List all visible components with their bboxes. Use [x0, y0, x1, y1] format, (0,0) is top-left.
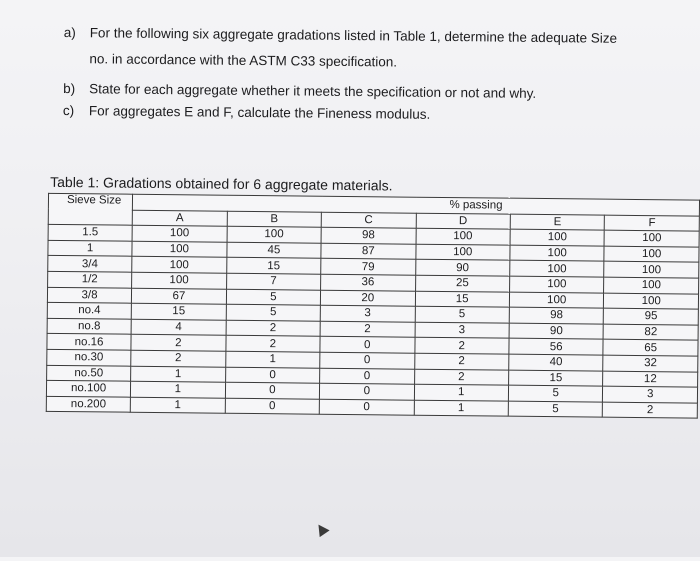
passing-cell-b: 100 — [227, 226, 322, 243]
sieve-size-cell: no.30 — [47, 349, 131, 365]
passing-cell-d: 25 — [415, 275, 510, 292]
sieve-size-cell: no.200 — [46, 396, 130, 412]
question-a-text-continued: no. in accordance with the ASTM C33 specification. — [89, 51, 398, 70]
passing-cell-b: 0 — [225, 367, 320, 384]
passing-cell-f: 100 — [605, 230, 700, 247]
percent-passing-header: % passing — [133, 194, 700, 216]
passing-cell-d: 15 — [415, 291, 510, 308]
passing-cell-c: 3 — [320, 305, 415, 322]
passing-cell-a: 100 — [132, 272, 227, 289]
passing-cell-e: 100 — [509, 292, 604, 309]
passing-cell-f: 2 — [603, 402, 698, 419]
passing-cell-a: 2 — [131, 335, 226, 352]
passing-cell-e: 100 — [510, 261, 605, 278]
passing-cell-d: 5 — [415, 306, 510, 323]
passing-cell-b: 2 — [226, 320, 321, 337]
column-header-a: A — [132, 210, 227, 227]
passing-cell-a: 1 — [130, 397, 225, 414]
passing-cell-d: 90 — [415, 260, 510, 277]
passing-cell-f: 100 — [604, 293, 699, 310]
passing-cell-e: 100 — [510, 229, 605, 246]
passing-cell-b: 5 — [226, 289, 321, 306]
passing-cell-c: 36 — [321, 274, 416, 291]
passing-cell-f: 3 — [603, 386, 698, 403]
table-caption: Table 1: Gradations obtained for 6 aggregate materials. — [50, 173, 393, 194]
passing-cell-e: 98 — [509, 307, 604, 324]
passing-cell-c: 87 — [321, 243, 416, 260]
passing-cell-d: 3 — [415, 322, 510, 339]
passing-cell-a: 100 — [132, 257, 227, 274]
column-header-b: B — [227, 211, 322, 228]
passing-cell-b: 15 — [226, 258, 321, 275]
question-b-text: State for each aggregate whether it meets the specification or not and why. — [89, 81, 537, 101]
passing-cell-c: 0 — [320, 368, 415, 385]
gradation-table — [46, 193, 700, 419]
passing-cell-c: 79 — [321, 259, 416, 276]
passing-cell-f: 100 — [604, 246, 699, 263]
passing-cell-a: 1 — [131, 381, 226, 398]
passing-cell-c: 0 — [320, 352, 415, 369]
sieve-size-cell: 3/8 — [47, 287, 131, 303]
passing-cell-b: 45 — [227, 242, 322, 259]
question-a-label: a) — [63, 24, 76, 41]
passing-cell-a: 1 — [131, 366, 226, 383]
sieve-size-cell: 3/4 — [48, 256, 132, 272]
passing-cell-c: 98 — [321, 227, 416, 244]
passing-cell-e: 15 — [509, 370, 604, 387]
sieve-size-cell: 1.5 — [48, 225, 132, 241]
passing-cell-a: 15 — [131, 303, 226, 320]
passing-cell-b: 2 — [226, 336, 321, 353]
passing-cell-f: 65 — [603, 340, 698, 357]
passing-cell-d: 100 — [415, 244, 510, 261]
column-header-c: C — [321, 212, 416, 229]
passing-cell-d: 2 — [414, 338, 509, 355]
column-header-f: F — [605, 215, 700, 232]
column-header-d: D — [416, 213, 511, 230]
passing-cell-c: 0 — [320, 337, 415, 354]
passing-cell-f: 100 — [604, 277, 699, 294]
passing-cell-e: 90 — [509, 323, 604, 340]
passing-cell-c: 2 — [320, 321, 415, 338]
passing-cell-a: 67 — [132, 288, 227, 305]
passing-cell-e: 5 — [508, 385, 603, 402]
passing-cell-c: 0 — [319, 399, 414, 416]
passing-cell-b: 1 — [225, 351, 320, 368]
sieve-size-cell: no.8 — [47, 318, 131, 334]
passing-cell-b: 7 — [226, 273, 321, 290]
sieve-size-cell: 1/2 — [48, 271, 132, 287]
passing-cell-d: 2 — [414, 353, 509, 370]
passing-cell-f: 12 — [603, 371, 698, 388]
question-c-text: For aggregates E and F, calculate the Fineness modulus. — [88, 103, 431, 122]
passing-cell-a: 100 — [132, 225, 227, 242]
passing-cell-e: 5 — [508, 401, 603, 418]
table-body — [46, 225, 699, 419]
passing-cell-f: 100 — [604, 262, 699, 279]
passing-cell-e: 100 — [510, 276, 605, 293]
passing-cell-a: 2 — [131, 350, 226, 367]
sieve-size-cell: no.50 — [47, 365, 131, 381]
question-a-text: For the following six aggregate gradations listed in Table 1, determine the adequate Size — [89, 25, 618, 46]
passing-cell-e: 40 — [509, 354, 604, 371]
passing-cell-b: 0 — [225, 398, 320, 415]
passing-cell-d: 2 — [414, 369, 509, 386]
passing-cell-e: 56 — [509, 339, 604, 356]
passing-cell-f: 82 — [604, 324, 699, 341]
sieve-size-cell: 1 — [48, 240, 132, 256]
passing-cell-b: 0 — [225, 382, 320, 399]
column-header-e: E — [510, 214, 605, 231]
sieve-size-cell: no.4 — [47, 302, 131, 318]
passing-cell-e: 100 — [510, 245, 605, 262]
sieve-size-cell: no.100 — [46, 380, 130, 396]
passing-cell-a: 100 — [132, 241, 227, 258]
passing-cell-d: 1 — [414, 384, 509, 401]
passing-cell-d: 1 — [414, 400, 509, 417]
mouse-cursor-icon — [313, 521, 329, 537]
passing-cell-b: 5 — [226, 304, 321, 321]
passing-cell-f: 95 — [604, 308, 699, 325]
passing-cell-c: 20 — [321, 290, 416, 307]
sieve-size-cell: no.16 — [47, 334, 131, 350]
sieve-size-header: Sieve Size — [48, 193, 132, 225]
passing-cell-c: 0 — [320, 383, 415, 400]
question-b-label: b) — [63, 80, 76, 97]
passing-cell-a: 4 — [131, 319, 226, 336]
passing-cell-d: 100 — [416, 228, 511, 245]
passing-cell-f: 32 — [603, 355, 698, 372]
question-c-label: c) — [62, 102, 75, 119]
